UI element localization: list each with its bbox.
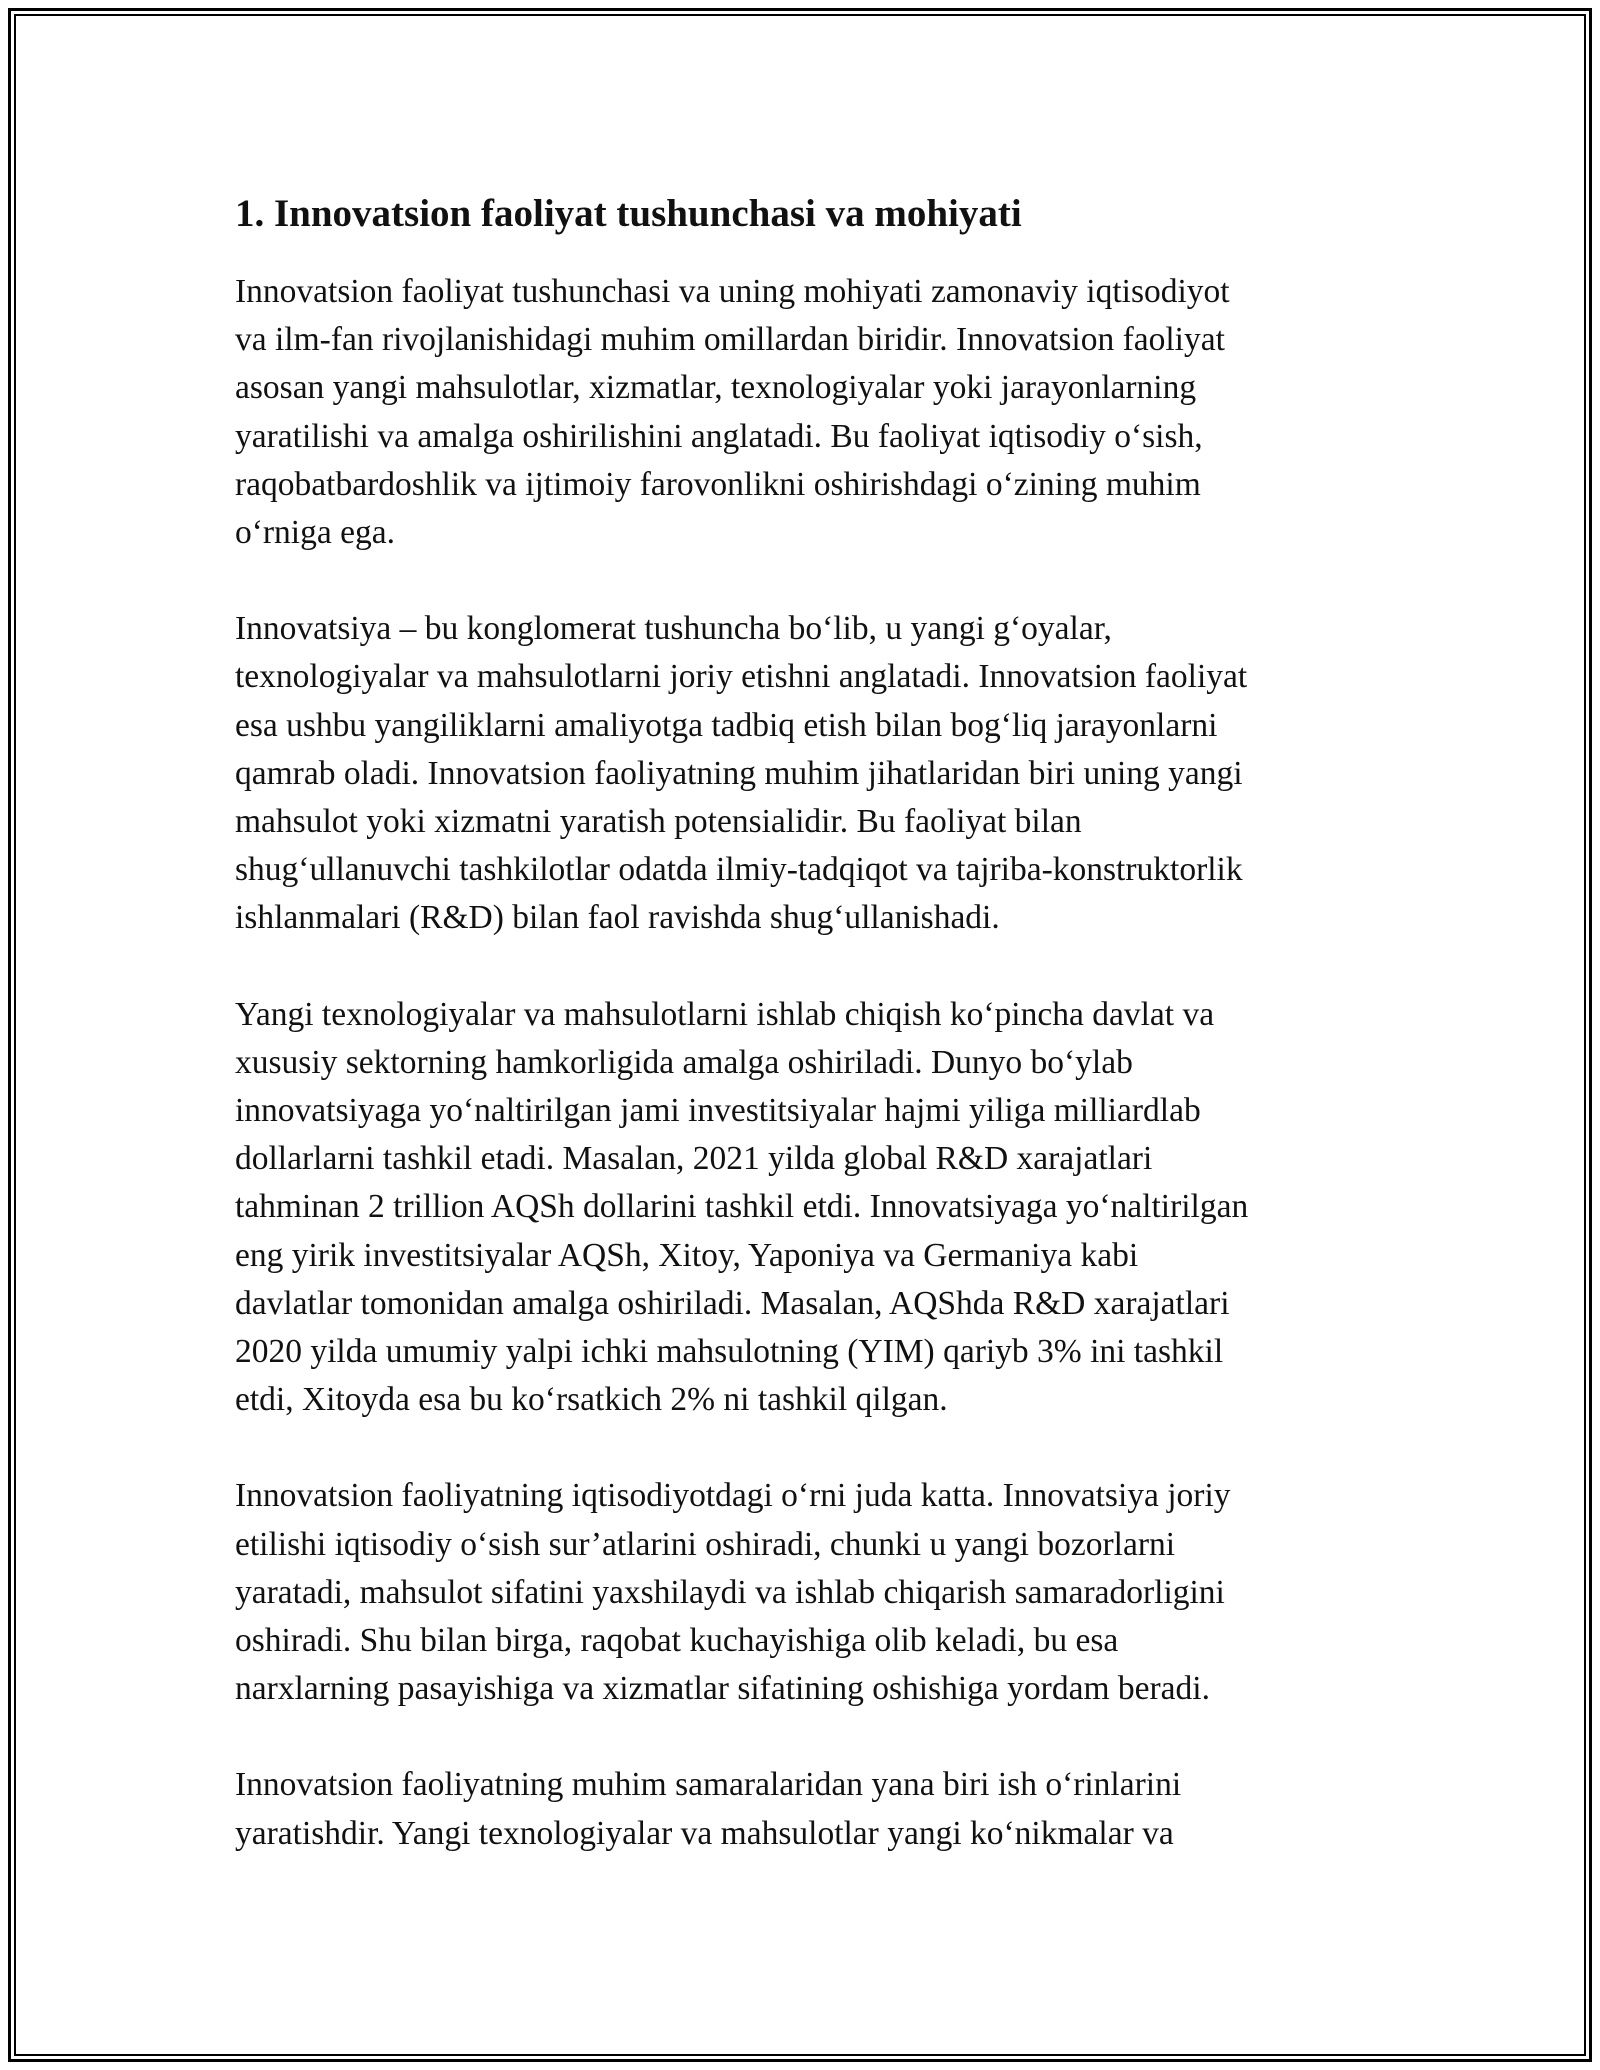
paragraph-1 xyxy=(235,268,1365,557)
text-line: Yangi texnologiyalar va mahsulotlarni ishlab chiqish ko‘pincha davlat va xyxy=(235,995,1215,1033)
text-line: tahminan 2 trillion AQSh dollarini tashkil etdi. Innovatsiyaga yo‘naltirilgan xyxy=(235,1188,1249,1226)
text-line: innovatsiyaga yo‘naltirilgan jami investitsiyalar hajmi yiliga milliardlab xyxy=(235,1092,1201,1130)
text-line: qamrab oladi. Innovatsion faoliyatning muhim jihatlaridan biri uning yangi xyxy=(235,754,1243,792)
text-line: o‘rniga ega. xyxy=(235,514,395,552)
text-line: Innovatsion faoliyatning muhim samaralaridan yana biri ish o‘rinlarini xyxy=(235,1766,1182,1804)
paragraph-4 xyxy=(235,1472,1365,1713)
text-line: ishlanmalari (R&D) bilan faol ravishda shug‘ullanishadi. xyxy=(235,899,1000,937)
text-line: yaratilishi va amalga oshirilishini anglatadi. Bu faoliyat iqtisodiy o‘sish, xyxy=(235,417,1203,455)
document-body xyxy=(235,188,1365,1906)
section-heading: 1. Innovatsion faoliyat tushunchasi va mohiyati xyxy=(235,192,1022,235)
text-line: Innovatsiya – bu konglomerat tushuncha bo‘lib, u yangi g‘oyalar, xyxy=(235,610,1112,648)
text-line: asosan yangi mahsulotlar, xizmatlar, texnologiyalar yoki jarayonlarning xyxy=(235,369,1197,407)
text-line: dollarlarni tashkil etadi. Masalan, 2021 yilda global R&D xarajatlari xyxy=(235,1140,1153,1178)
text-line: narxlarning pasayishiga va xizmatlar sifatining oshishiga yordam beradi. xyxy=(235,1670,1210,1708)
text-line: shug‘ullanuvchi tashkilotlar odatda ilmiy-tadqiqot va tajriba-konstruktorlik xyxy=(235,851,1243,889)
text-line: va ilm-fan rivojlanishidagi muhim omillardan biridir. Innovatsion faoliyat xyxy=(235,321,1225,359)
text-line: xususiy sektorning hamkorligida amalga oshiriladi. Dunyo bo‘ylab xyxy=(235,1043,1133,1081)
text-line: davlatlar tomonidan amalga oshiriladi. Masalan, AQShda R&D xarajatlari xyxy=(235,1284,1230,1322)
text-line: oshiradi. Shu bilan birga, raqobat kuchayishiga olib keladi, bu esa xyxy=(235,1622,1119,1660)
paragraph-3 xyxy=(235,991,1365,1425)
text-line: raqobatbardoshlik va ijtimoiy farovonlikni oshirishdagi o‘zining muhim xyxy=(235,465,1201,503)
text-line: etdi, Xitoyda esa bu ko‘rsatkich 2% ni tashkil qilgan. xyxy=(235,1381,948,1419)
text-line: eng yirik investitsiyalar AQSh, Xitoy, Yaponiya va Germaniya kabi xyxy=(235,1236,1139,1274)
text-line: 2020 yilda umumiy yalpi ichki mahsulotning (YIM) qariyb 3% ini tashkil xyxy=(235,1333,1224,1371)
text-line: yaratishdir. Yangi texnologiyalar va mahsulotlar yangi ko‘nikmalar va xyxy=(235,1814,1174,1852)
text-line: etilishi iqtisodiy o‘sish sur’atlarini oshiradi, chunki u yangi bozorlarni xyxy=(235,1525,1176,1563)
text-line: esa ushbu yangiliklarni amaliyotga tadbiq etish bilan bog‘liq jarayonlarni xyxy=(235,706,1218,744)
paragraph-5 xyxy=(235,1761,1365,1857)
text-line: mahsulot yoki xizmatni yaratish potensialidir. Bu faoliyat bilan xyxy=(235,803,1082,841)
text-line: Innovatsion faoliyatning iqtisodiyotdagi o‘rni juda katta. Innovatsiya joriy xyxy=(235,1477,1231,1515)
text-line: texnologiyalar va mahsulotlarni joriy etishni anglatadi. Innovatsion faoliyat xyxy=(235,658,1248,696)
paragraph-2 xyxy=(235,605,1365,942)
text-line: yaratadi, mahsulot sifatini yaxshilaydi va ishlab chiqarish samaradorligini xyxy=(235,1573,1225,1611)
text-line: Innovatsion faoliyat tushunchasi va uning mohiyati zamonaviy iqtisodiyot xyxy=(235,273,1230,310)
